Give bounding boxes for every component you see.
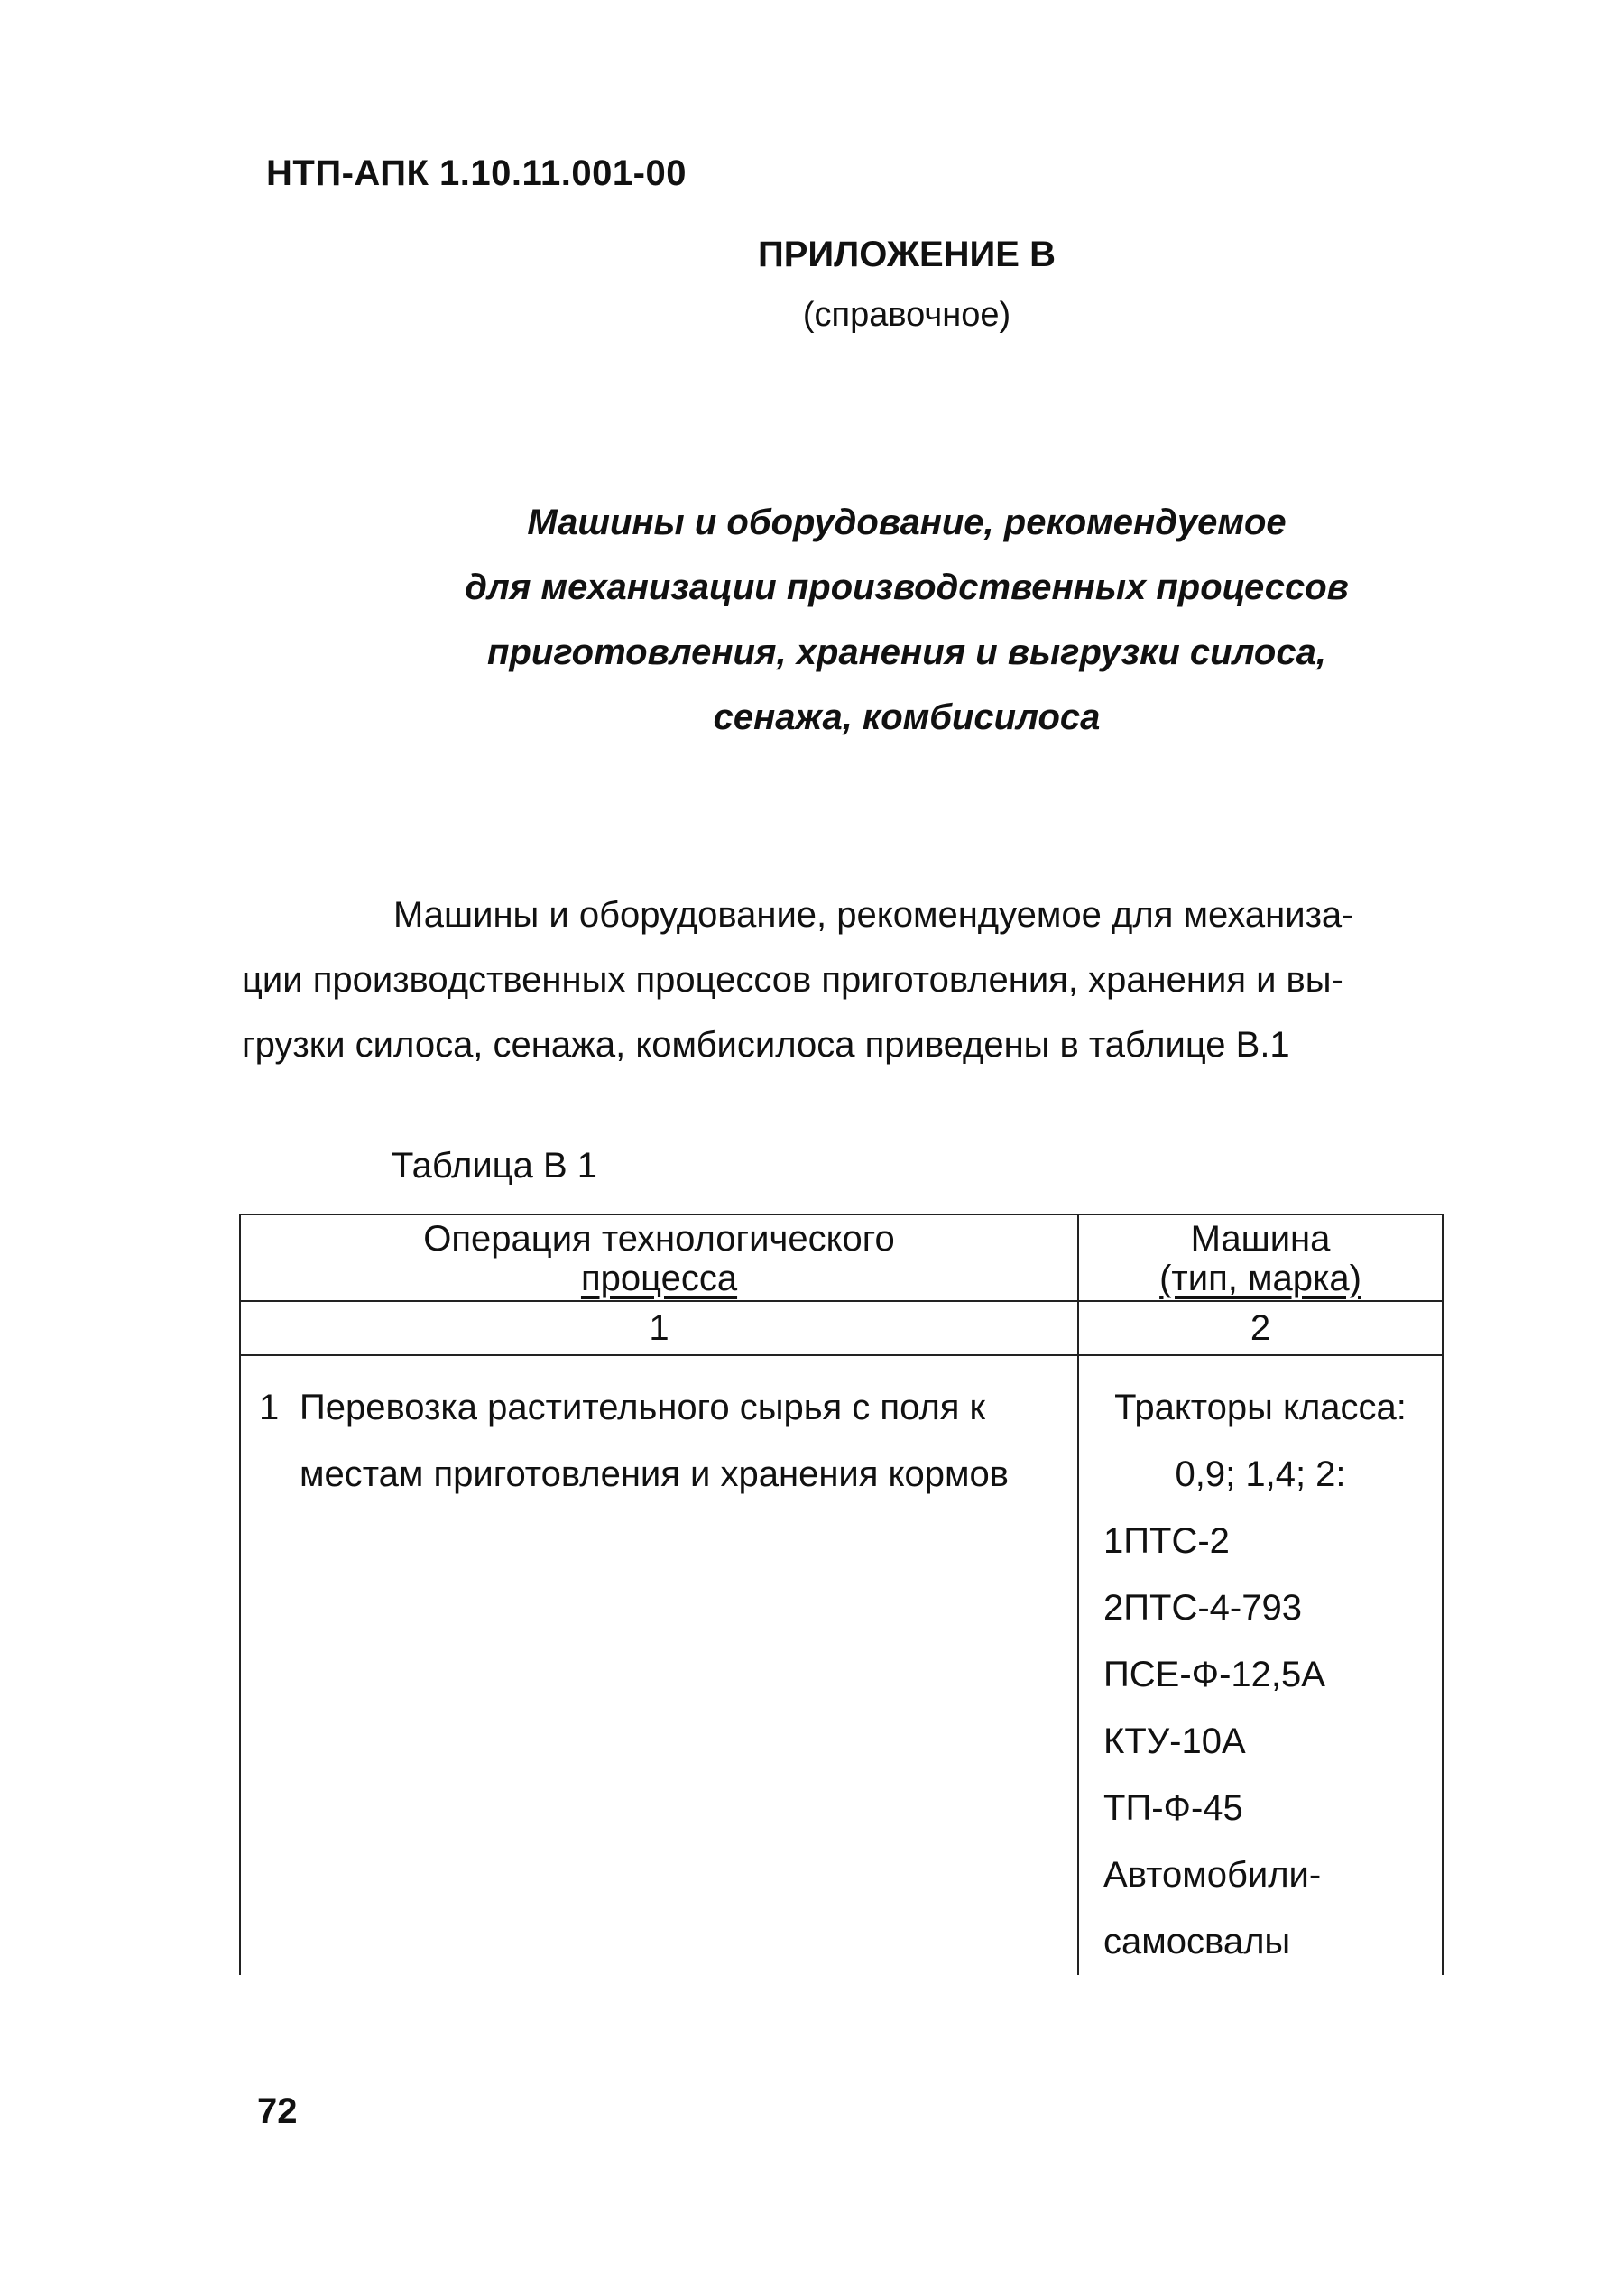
machine-item: Тракторы класса: <box>1114 1388 1407 1427</box>
header-machine-line2: (тип, марка) <box>1159 1259 1361 1298</box>
machine-item: самосвалы <box>1103 1922 1291 1961</box>
column-number-1: 1 <box>240 1301 1078 1355</box>
machine-item: ТП-Ф-45 <box>1103 1788 1243 1828</box>
intro-line: грузки силоса, сенажа, комбисилоса приведены в таблице В.1 <box>242 1025 1290 1065</box>
table-header-row <box>240 1214 1443 1301</box>
machine-item: ПСЕ-Ф-12,5А <box>1103 1655 1325 1694</box>
page-number: 72 <box>257 2091 298 2131</box>
main-heading <box>0 490 1624 750</box>
machine-item: 2ПТС-4-793 <box>1103 1588 1302 1628</box>
document-code: НТП-АПК 1.10.11.001-00 <box>266 153 687 193</box>
intro-line: ции производственных процессов приготовления, хранения и вы- <box>242 960 1343 1000</box>
header-operation-line2: процесса <box>580 1259 738 1298</box>
intro-paragraph <box>242 882 1415 1077</box>
table-caption: Таблица В 1 <box>392 1146 597 1186</box>
heading-line: Машины и оборудование, рекомендуемое <box>527 503 1287 542</box>
header-operation-line1: Операция технологического <box>423 1219 895 1259</box>
appendix-subtitle: (справочное) <box>802 296 1011 334</box>
table-row <box>240 1355 1443 1975</box>
column-number-2: 2 <box>1078 1301 1443 1355</box>
header-machine-line1: Машина <box>1190 1219 1331 1259</box>
machine-item: 0,9; 1,4; 2: <box>1175 1454 1346 1494</box>
header-operation <box>240 1214 1078 1301</box>
row-number: 1 <box>259 1388 280 1427</box>
heading-line: сенажа, комбисилоса <box>713 697 1101 737</box>
machine-cell <box>1078 1355 1443 1975</box>
operation-text-line2: местам приготовления и хранения кормов <box>300 1454 1009 1494</box>
machines-table <box>239 1214 1444 1975</box>
heading-line: приготовления, хранения и выгрузки силоса, <box>487 632 1326 672</box>
operation-text-line1: Перевозка растительного сырья с поля к <box>300 1388 986 1427</box>
appendix-title: ПРИЛОЖЕНИЕ В <box>758 235 1056 274</box>
operation-cell <box>240 1355 1078 1975</box>
header-machine <box>1078 1214 1443 1301</box>
machine-item: 1ПТС-2 <box>1103 1521 1230 1561</box>
intro-line: Машины и оборудование, рекомендуемое для механиза- <box>393 895 1354 935</box>
column-number-row <box>240 1301 1443 1355</box>
machine-item: Автомобили- <box>1103 1855 1322 1895</box>
heading-line: для механизации производственных процессов <box>465 568 1349 607</box>
machine-item: КТУ-10А <box>1103 1721 1246 1761</box>
